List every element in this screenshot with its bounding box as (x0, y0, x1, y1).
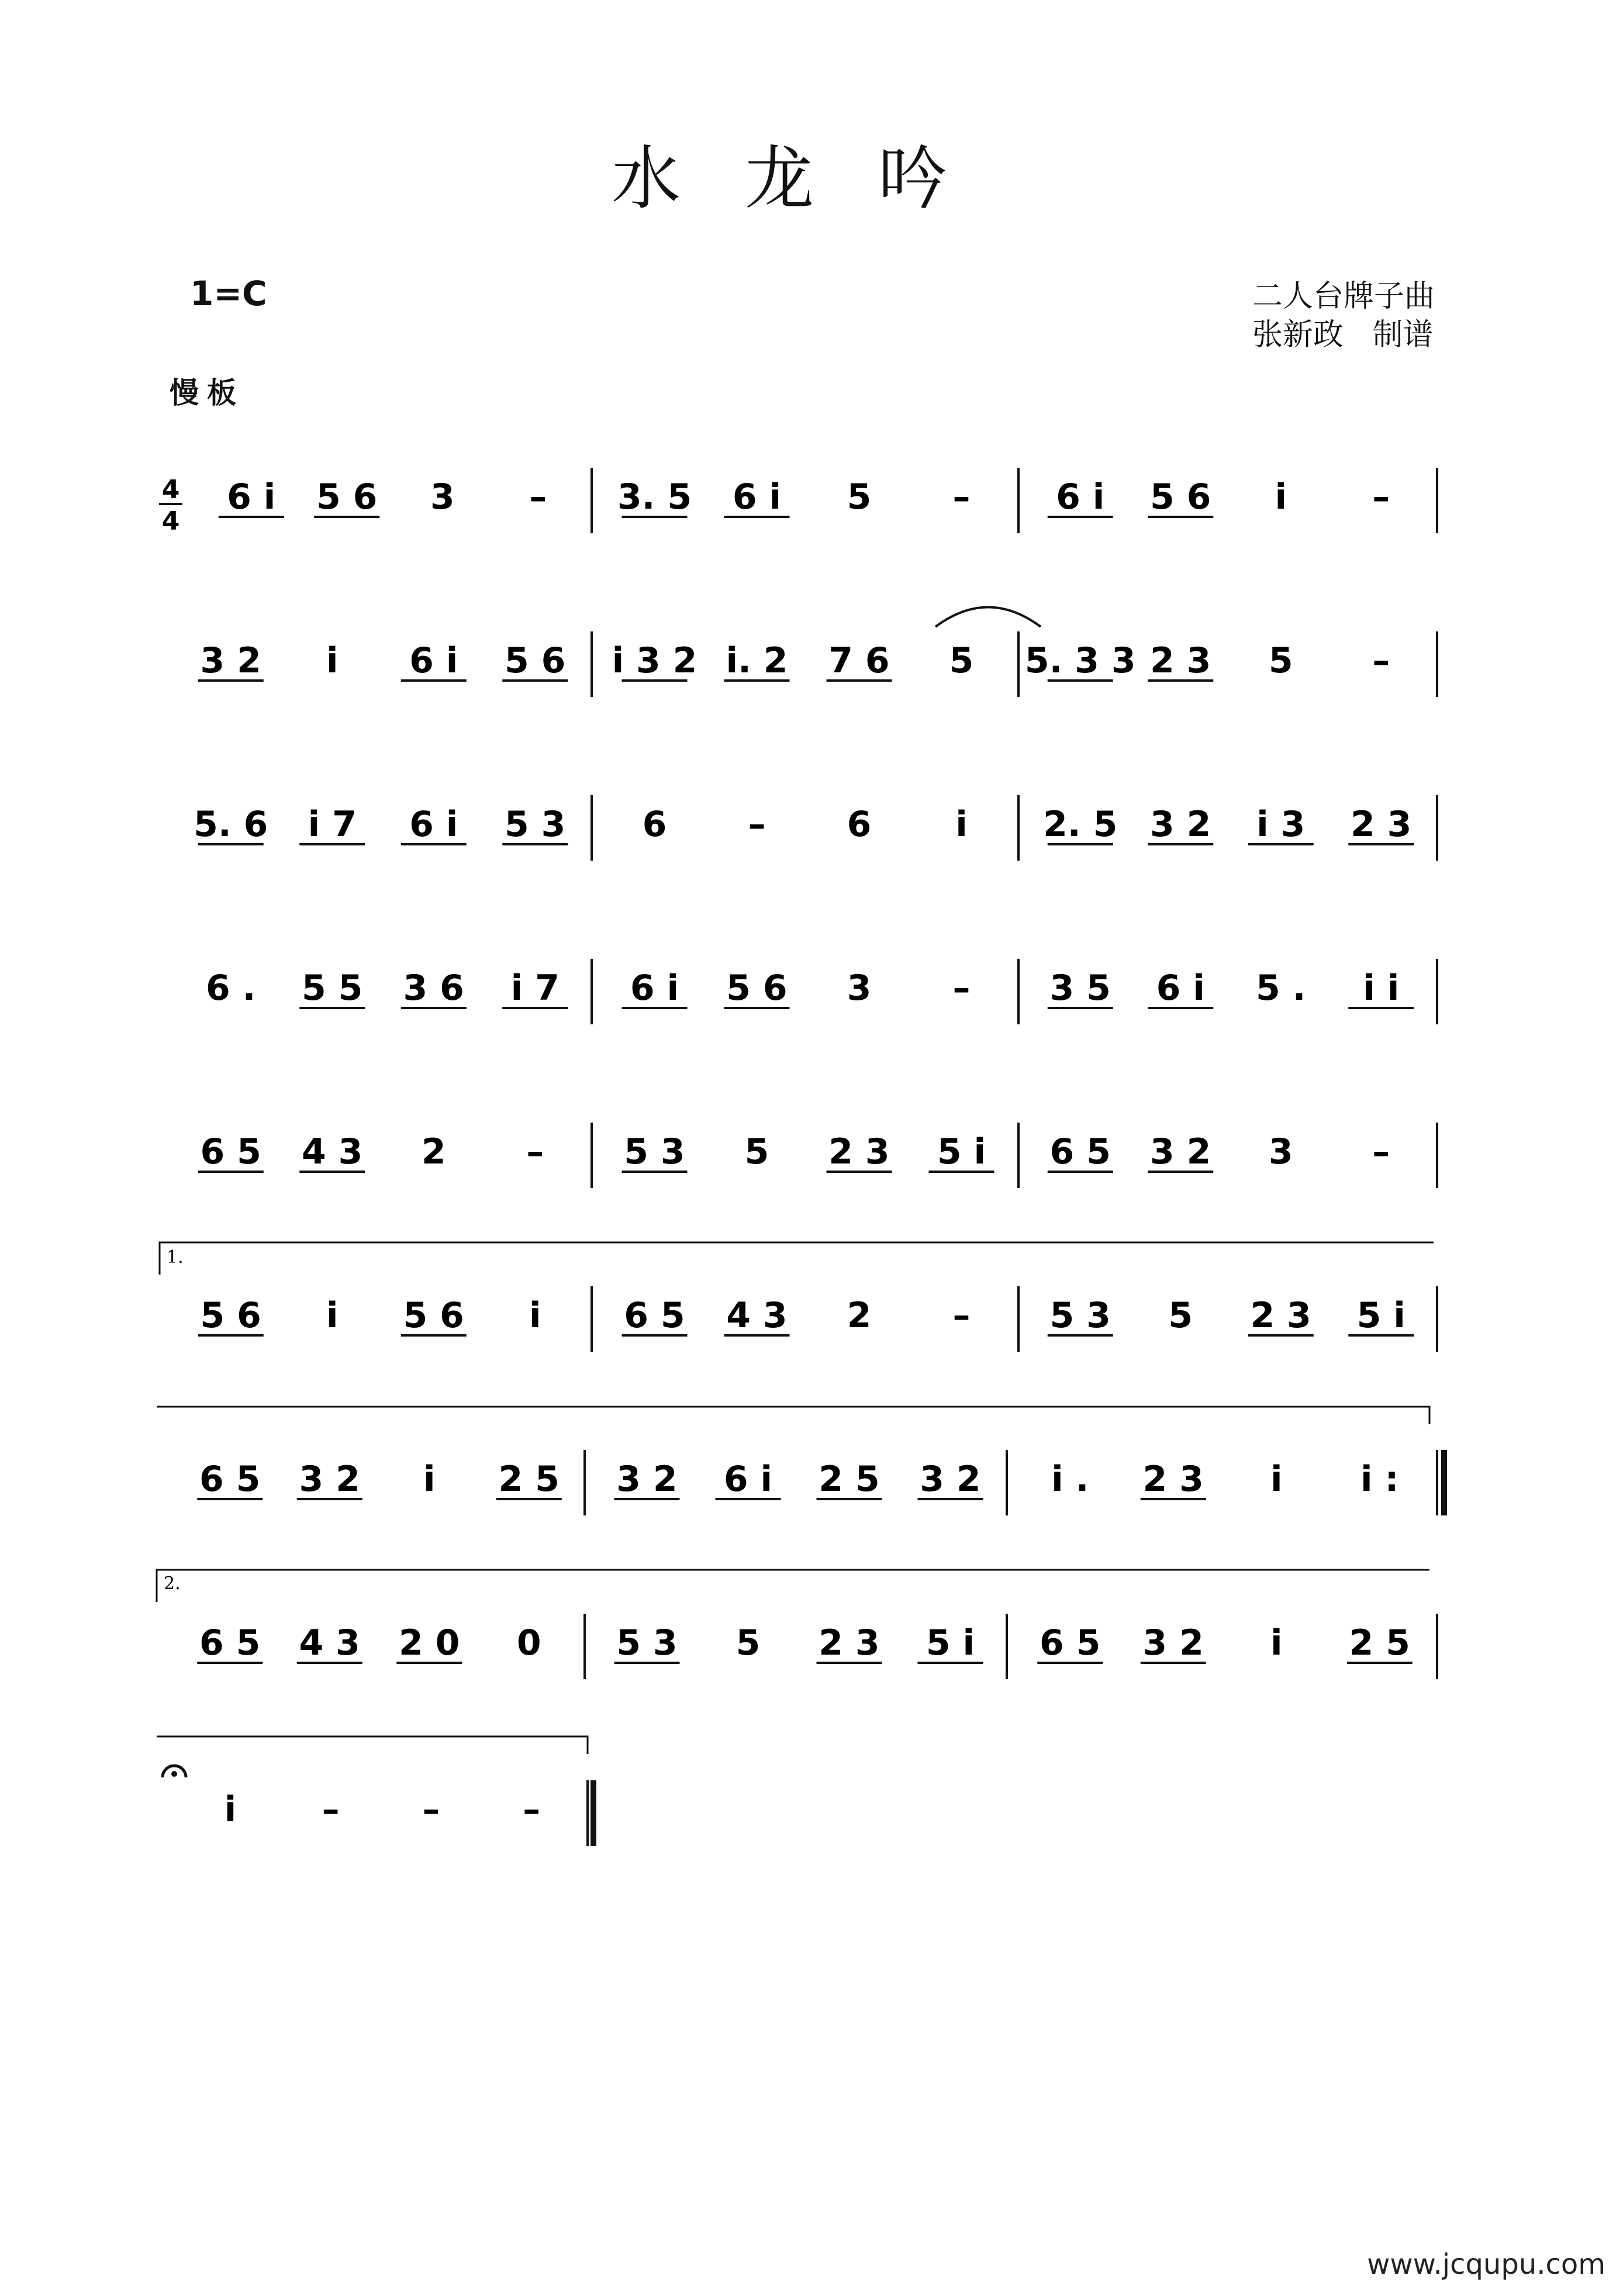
beat-note: 5 3 (505, 804, 566, 845)
beat-note: 6 i (409, 804, 458, 845)
beat-note: i (1275, 477, 1287, 517)
beat-note: 6 i (1156, 968, 1205, 1009)
beat-note: 3 2 (920, 1459, 981, 1500)
time-signature-bottom: 4 (161, 506, 180, 536)
beat-note: 5 3 (624, 1131, 685, 1172)
beat-note: 3 (847, 968, 872, 1009)
beat-note: 2 (421, 1131, 446, 1172)
beat-note: 6 i (723, 1459, 773, 1500)
beat-note: – (1372, 477, 1390, 517)
beat-note: 2 3 (1142, 1459, 1204, 1500)
beat-note: i (224, 1789, 237, 1830)
credit-arranger: 张新政 制谱 (1252, 317, 1434, 353)
beat-note: 6 i (732, 477, 782, 517)
beat-note: 5 6 (316, 477, 378, 517)
beat-note: 2 3 (1351, 804, 1412, 845)
credit-source: 二人台牌子曲 (1252, 279, 1435, 314)
beat-note: 6 (847, 804, 872, 845)
beat-note: i 3 (1256, 804, 1306, 845)
beat-note: 4 3 (726, 1295, 788, 1336)
beat-note: 3 (430, 477, 455, 517)
beat-note: 3 5 (1049, 968, 1111, 1009)
beat-note: i i (1363, 968, 1400, 1009)
volta-second-bracket (157, 1570, 1429, 1602)
beat-note: 5. 6 (194, 804, 268, 845)
beat-note: 4 3 (302, 1131, 363, 1172)
time-signature-top: 4 (161, 475, 180, 505)
beat-note: 0 (516, 1622, 541, 1663)
beat-note: 5 6 (403, 1295, 464, 1336)
beat-note: 5 . (1256, 968, 1306, 1009)
beat-note: 3 2 (1142, 1622, 1204, 1663)
beat-note: 2 (847, 1295, 872, 1336)
beat-note: 5 5 (302, 968, 363, 1009)
beat-note: i (529, 1295, 541, 1336)
beat-note: 5 (735, 1622, 761, 1663)
beat-note: 3 2 (299, 1459, 360, 1500)
beat-note: 3 (1268, 1131, 1293, 1172)
beat-note: 5 6 (505, 640, 566, 681)
beat-note: i . (1051, 1459, 1089, 1500)
beat-note: i. 2 (726, 640, 788, 681)
watermark: www.jcqupu.com (1367, 2248, 1605, 2281)
beat-note: 2 5 (1349, 1622, 1410, 1663)
tempo-marking: 慢板 (170, 376, 244, 410)
beat-note: 2 3 (828, 1131, 890, 1172)
beat-note: 5 6 (200, 1295, 261, 1336)
slur-mark (935, 607, 1041, 627)
beat-note: 5 6 (726, 968, 788, 1009)
beat-note: 4 3 (299, 1622, 360, 1663)
beat-note: i 7 (308, 804, 357, 845)
beat-note: – (952, 968, 971, 1009)
beat-note: 6 i (227, 477, 276, 517)
beat-note: – (523, 1789, 541, 1830)
beat-note: 3. 5 (617, 477, 692, 517)
beat-note: 2 5 (498, 1459, 560, 1500)
beat-note: – (322, 1789, 340, 1830)
beat-note: 5 i (1356, 1295, 1406, 1336)
beat-note: 6 5 (199, 1459, 261, 1500)
beat-note: 2 3 (1250, 1295, 1311, 1336)
beat-note: 5 (744, 1131, 769, 1172)
beat-note: – (1372, 640, 1390, 681)
beat-note: 7 6 (828, 640, 890, 681)
volta-second-bracket-end (157, 1736, 588, 1754)
beat-note: i (423, 1459, 436, 1500)
beat-note: 6 5 (199, 1622, 261, 1663)
beat-note: 2 3 (1150, 640, 1211, 681)
beat-note: 6 . (206, 968, 256, 1009)
volta-first-bracket (160, 1242, 1434, 1275)
beat-note: – (1372, 1131, 1390, 1172)
beat-note: 2 3 (819, 1622, 880, 1663)
beat-note: 5 (949, 640, 974, 681)
beat-note: i : (1360, 1459, 1399, 1500)
beat-note: 3 6 (403, 968, 464, 1009)
volta-first-label: 1. (167, 1247, 184, 1268)
beat-note: i (955, 804, 968, 845)
beat-note: 2 5 (819, 1459, 880, 1500)
beat-note: i (1270, 1622, 1283, 1663)
beat-note: 6 5 (624, 1295, 685, 1336)
beat-note: 2. 5 (1043, 804, 1118, 845)
beat-note: 5. 3 3 (1024, 640, 1136, 681)
beat-note: 6 i (409, 640, 458, 681)
beat-note: i (1270, 1459, 1283, 1500)
beat-note: – (748, 804, 766, 845)
beat-note: 6 5 (1040, 1622, 1101, 1663)
beat-note: – (422, 1789, 440, 1830)
beat-note: 5 (847, 477, 872, 517)
beat-note: 5 (1168, 1295, 1193, 1336)
beat-note: 5 3 (1049, 1295, 1111, 1336)
volta-second-label: 2. (164, 1573, 181, 1594)
beat-note: 3 2 (616, 1459, 678, 1500)
beat-note: – (526, 1131, 544, 1172)
beat-note: i 3 2 (612, 640, 697, 681)
score-title: 水龙吟 (611, 138, 1011, 219)
beat-note: 5 i (926, 1622, 975, 1663)
beat-note: i (326, 1295, 339, 1336)
beat-note: 6 5 (200, 1131, 261, 1172)
beat-note: – (529, 477, 547, 517)
beat-note: 6 i (630, 968, 679, 1009)
volta-first-bracket-end (157, 1407, 1429, 1424)
beat-note: 5 i (937, 1131, 986, 1172)
beat-note: 2 0 (399, 1622, 460, 1663)
beat-note: 3 2 (1150, 804, 1211, 845)
beat-note: 6 i (1056, 477, 1105, 517)
fermata-dot (171, 1771, 177, 1777)
beat-note: 6 5 (1049, 1131, 1111, 1172)
beat-note: – (952, 477, 971, 517)
beat-note: 3 2 (200, 640, 261, 681)
beat-note: 3 2 (1150, 1131, 1211, 1172)
beat-note: 5 (1268, 640, 1293, 681)
beat-note: 5 3 (616, 1622, 678, 1663)
beat-note: 6 (642, 804, 667, 845)
beat-note: i (326, 640, 339, 681)
beat-note: i 7 (510, 968, 560, 1009)
key-signature: 1=C (190, 274, 267, 313)
beat-note: 5 6 (1150, 477, 1211, 517)
beat-note: – (952, 1295, 971, 1336)
